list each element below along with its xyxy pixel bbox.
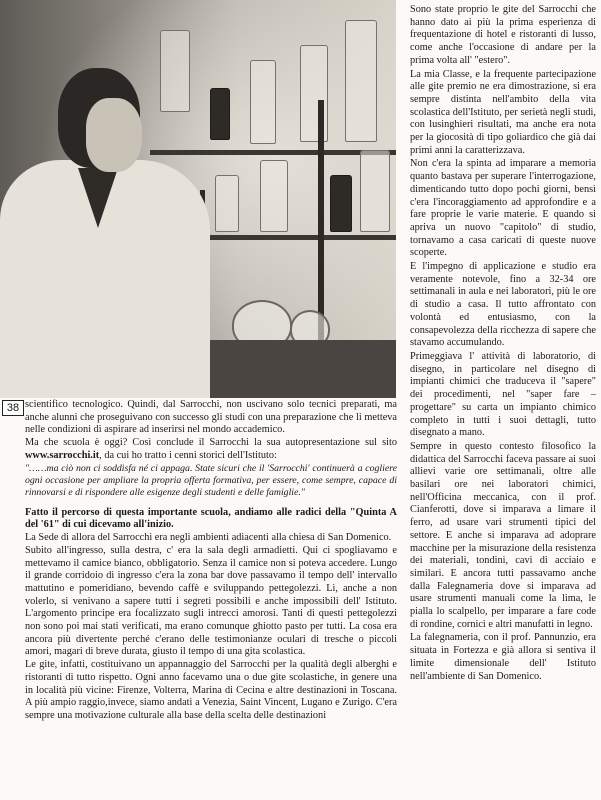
paragraph: E l'impegno di applicazione e studio era veramente notevole, fino a 32-34 ore settimanali in aula e nei laboratori, più le ore di studio a casa. Il tutto affrontato con volontà ed entusiasmo, con la consapevolezza della ricchezza di sapere che stavamo accumulando.	[410, 261, 596, 349]
right-column	[410, 4, 596, 684]
photo-bottle	[360, 150, 390, 232]
paragraph: Sempre in questo contesto filosofico la didattica del Sarrocchi faceva passare ai suoi allievi varie ore settimanali, oltre alle basilari ore nei laboratori chimici, nell'Officina meccanica, con il prof. Cianferotti, dove si imparava a limare il ferro, ad usare vari strumenti tipici del settore. E anche si imparava ad adoprare macchine per la misurazione della resistenza dei materiali, tondini, cavi di acciaio e similari. E ancora tutti passavamo anche dalla Falegnameria dove si imparava ad usare strumenti manuali come la lima, le pialla lo scalpello, per imparare a fare code di rondine, cornici e altri manufatti in legno.	[410, 440, 596, 630]
paragraph	[25, 437, 397, 462]
page-number: 38	[2, 400, 24, 416]
paragraph: Sono state proprio le gite del Sarrocchi che hanno dato ai più la prima esperienza di frequentazione di hotel e ristoranti di lusso, come anche l'occasione di andare per la prima volta all' "estero".	[410, 4, 596, 66]
photo-bottle	[345, 20, 377, 142]
section-heading: Fatto il percorso di questa importante scuola, andiamo alle radici della "Quinta A del '61" di cui dicevamo all'inizio.	[25, 506, 397, 531]
paragraph-text: Ma che scuola è oggi? Così conclude il Sarrocchi la sua autopresentazione sul sito	[25, 437, 397, 449]
site-link[interactable]: www.sarrocchi.it	[25, 449, 100, 461]
photo-bottle	[215, 175, 239, 232]
paragraph: scientifico tecnologico. Quindi, dal Sarrocchi, non uscivano solo tecnici preparati, ma anche alunni che proseguivano con successo gli studi con una preparazione che li metteva nelle condizioni di aspirare ad inserirsi nel mondo accademico.	[25, 399, 397, 436]
paragraph-text: , da cui ho tratto i cenni storici dell'Istituto:	[99, 449, 277, 461]
photo-bottle	[330, 175, 352, 232]
photo-bottle	[210, 88, 230, 140]
paragraph: Non c'era la spinta ad imparare a memoria quanto bastava per superare l'interrogazione, dimenticando tutto dopo pochi giorni, bensì c'era l'incoraggiamento ad approfondire e a fare proprie le varie materie. E quando si apriva un nuovo "capitolo" di studio, tornavamo a casa caricati di queste nuove scoperte.	[410, 158, 596, 259]
paragraph: Subito all'ingresso, sulla destra, c' era la sala degli armadietti. Qui ci spogliavamo e mettevamo il camice bianco, obbligatorio. Senza il camice non si poteva accedere. Lungo il grande corridoio di ingresso c'era la zona bar dove passavamo il tempo dell' intervallo mattutino e pomeridiano, bevendo caffè e sviluppando pettegolezzi. Lì, anche a non volerlo, si venivano a sapere tutti i segreti possibili e anche impossibili dell' Istituto. L'argomento principe era focalizzato sugli intrecci amorosi. Tanti di questi pettegolezzi non sono poi mai stati verificati, ma erano comunque ghiotto pasto per tutti. La cosa era ancora più divertente perché c'erano delle testimonianze oculari di tresche o piccoli amori, magari di breve durata, giusto il tempo di una gita scolastica.	[25, 544, 397, 658]
paragraph: La falegnameria, con il prof. Pannunzio, era situata in Fortezza e già allora si sentiva il limite dimensionale dell' Istituto nell'ambiente di San Domenico.	[410, 632, 596, 682]
photo-person-face	[86, 98, 142, 172]
left-column	[25, 399, 397, 723]
paragraph: Primeggiava l' attività di laboratorio, di disegno, in particolare nel disegno di impianti chimici che traduceva il "sapere" dei procedimenti, nel "saper fare – progettare" su carta un impianto chimico completo in tutti i suoi dettagli, tutto disegnato a mano.	[410, 350, 596, 439]
photo-bottle	[260, 160, 288, 232]
lab-photo	[0, 0, 396, 398]
quote: "……ma ciò non ci soddisfa né ci appaga. State sicuri che il 'Sarrocchi' continuerà a cogliere ogni occasione per ampliare la propria offerta formativa, per essere, come sempre, capace di rinnovarsi e di rispondere alle esigenze degli studenti e delle famiglie."	[25, 462, 397, 499]
photo-bottle	[160, 30, 190, 112]
paragraph: Le gite, infatti, costituivano un appannaggio del Sarrocchi per la qualità degli alberghi e ristoranti di tutto rispetto. Ogni anno facevamo una o due gite scolastiche, in genere una in località più vicine: Firenze, Volterra, Marina di Cecina e altre destinazioni in Toscana. A più ampio raggio,invece, siamo andati a Venezia, Saint Vincent, Lugano e Zurigo. C'era sempre una motivazione culturale alla base della scelta delle destinazioni	[25, 659, 397, 721]
photo-bottle	[250, 60, 276, 144]
paragraph: La Sede di allora del Sarrocchi era negli ambienti adiacenti alla chiesa di San Domenico.	[25, 532, 392, 544]
paragraph: La mia Classe, e la frequente partecipazione alle gite premio ne era dimostrazione, si era sempre distinta nell'ambito della vita scolastica dell'Istituto, per serietà negli studi, con lusinghieri risultati, ma anche era nota per la giocosità di tipo goliardico che già dai primi anni la caratterizzava.	[410, 68, 596, 156]
